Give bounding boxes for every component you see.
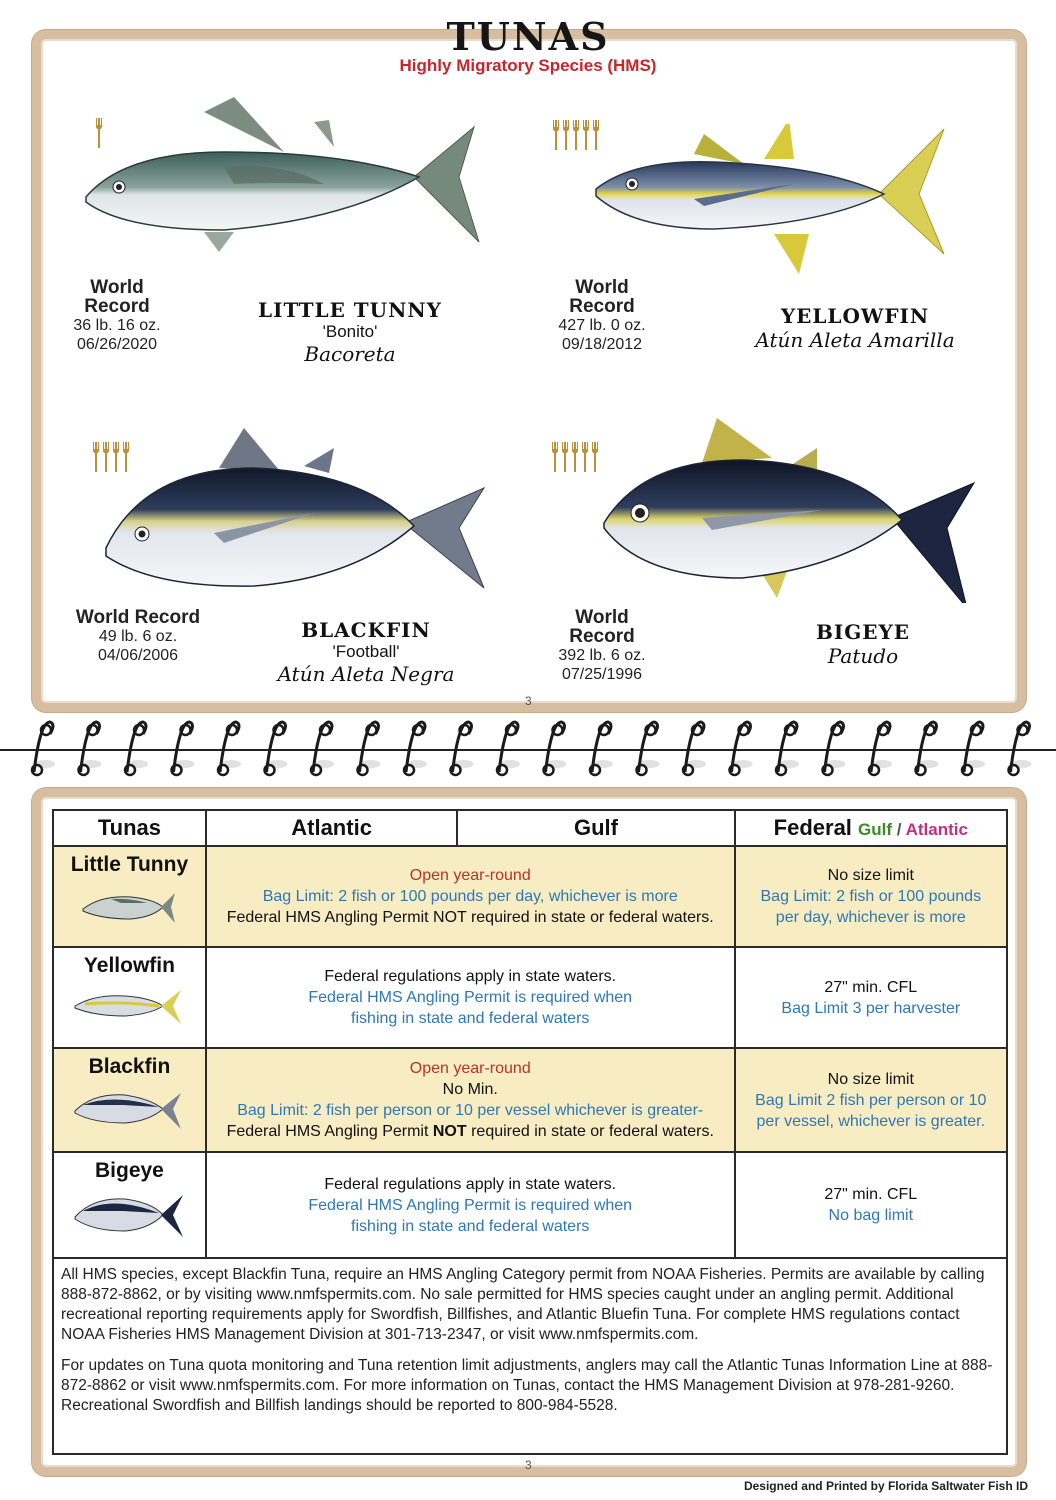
spiral-binding: [0, 712, 1056, 788]
fork-icon: [552, 442, 558, 472]
spiral-ring-icon: [125, 722, 148, 775]
reg-line: Open year-round: [409, 1060, 531, 1077]
world-record-blackfin: World Record 49 lb. 6 oz. 04/06/2006: [75, 607, 201, 664]
fork-icon: [572, 442, 578, 472]
reg-line: Open year-round: [409, 867, 531, 884]
species-cell: Bigeye: [53, 1152, 206, 1258]
bigeye-illustration: [602, 418, 978, 603]
reg-line: Federal regulations apply in state waters.: [324, 968, 617, 985]
page-number-top: 3: [525, 694, 532, 708]
reg-line: No Min.: [442, 1081, 498, 1098]
federal-regs-little-tunny: [735, 846, 1007, 947]
species-name-little-tunny: LITTLE TUNNY 'Bonito' Bacoreta: [258, 298, 442, 366]
spiral-ring-icon: [218, 722, 241, 775]
reg-line: 27" min. CFL: [824, 978, 918, 996]
world-record-little-tunny: World Record 36 lb. 16 oz. 06/26/2020: [73, 277, 161, 353]
state-regs-yellowfin: [206, 947, 735, 1048]
species-cell: Blackfin: [53, 1048, 206, 1152]
spiral-ring-icon: [451, 722, 474, 775]
federal-regs-bigeye: [735, 1152, 1007, 1258]
fork-icon: [563, 120, 569, 150]
food-rating-blackfin: [93, 442, 129, 472]
species-name-blackfin: BLACKFIN 'Football' Atún Aleta Negra: [277, 618, 455, 686]
fork-icon: [583, 120, 589, 150]
fork-icon: [93, 442, 99, 472]
page-title: TUNAS: [446, 14, 610, 59]
federal-regs-blackfin: [735, 1048, 1007, 1152]
yellowfin-thumb: [73, 984, 185, 1028]
reg-line: Federal regulations apply in state waters.: [324, 1175, 617, 1193]
blackfin-thumb: [73, 1085, 185, 1133]
reg-line: Federal HMS Angling Permit is required when: [308, 1196, 633, 1214]
fork-icon: [562, 442, 568, 472]
reg-line: fishing in state and federal waters: [351, 1010, 590, 1027]
fork-icon: [593, 120, 599, 150]
spiral-ring-icon: [497, 722, 520, 775]
reg-line: fishing in state and federal waters: [351, 1217, 590, 1235]
page-subtitle: Highly Migratory Species (HMS): [399, 56, 657, 75]
reg-line: No size limit: [827, 1070, 914, 1088]
spiral-ring-icon: [962, 722, 985, 775]
reg-line: Bag Limit: 2 fish or 100 pounds per day, whichever is more: [262, 888, 678, 905]
fork-icon: [582, 442, 588, 472]
page-number-bottom: 3: [525, 1458, 532, 1472]
species-name-bigeye: BIGEYE Patudo: [815, 620, 911, 668]
yellowfin-illustration: [594, 124, 954, 284]
spiral-ring-icon: [79, 722, 102, 775]
reg-line: No size limit: [827, 867, 914, 884]
fork-icon: [113, 442, 119, 472]
spiral-ring-icon: [311, 722, 334, 775]
state-regs-little-tunny: [206, 846, 735, 947]
table-header-row: [53, 810, 1007, 846]
fork-icon: [103, 442, 109, 472]
spiral-ring-icon: [265, 722, 288, 775]
header-atlantic: Atlantic: [206, 810, 457, 846]
reg-line: Federal HMS Angling Permit is required when: [308, 989, 633, 1006]
spiral-ring-icon: [683, 722, 706, 775]
fork-icon: [592, 442, 598, 472]
header-gulf: Gulf: [457, 810, 734, 846]
state-regs-blackfin: Open year-round No Min. Bag Limit: 2 fish per person or 10 per vessel whichever is greater- Federal HMS Angling Permit NOT required in state or federal waters.: [206, 1048, 735, 1152]
spiral-ring-icon: [637, 722, 660, 775]
spiral-ring-icon: [1009, 722, 1032, 775]
spiral-ring-icon: [404, 722, 427, 775]
table-row: [53, 1048, 1007, 1152]
food-rating-yellowfin: [553, 120, 599, 150]
regulation-notes: [52, 1257, 1008, 1455]
little-tunny-thumb: [81, 887, 177, 927]
blackfin-illustration: [104, 428, 494, 603]
spiral-ring-icon: [544, 722, 567, 775]
bigeye-thumb: [73, 1189, 185, 1239]
food-rating-little-tunny: [96, 118, 102, 148]
fork-icon: [573, 120, 579, 150]
reg-line: 27" min. CFL: [824, 1186, 918, 1203]
federal-regs-yellowfin: [735, 947, 1007, 1048]
reg-line: Federal HMS Angling Permit NOT required in state or federal waters.: [226, 909, 714, 926]
federal-atlantic-label: Atlantic: [905, 820, 968, 839]
species-name-yellowfin: YELLOWFIN Atún Aleta Amarilla: [755, 304, 955, 352]
reg-line: per vessel, whichever is greater.: [756, 1112, 986, 1130]
spiral-ring-icon: [32, 722, 55, 775]
header-tunas: Tunas: [53, 810, 206, 846]
world-record-bigeye: World Record 392 lb. 6 oz. 07/25/1996: [558, 607, 646, 683]
header-federal: Federal Gulf / Atlantic: [735, 810, 1007, 846]
regulations-table: [52, 809, 1008, 1259]
spiral-ring-icon: [590, 722, 613, 775]
fork-icon: [123, 442, 129, 472]
table-row: [53, 947, 1007, 1048]
reg-line: Bag Limit 3 per harvester: [781, 999, 961, 1017]
notes-paragraph-2: For updates on Tuna quota monitoring and Tuna retention limit adjustments, anglers may call the Atlantic Tunas Information Line at 888-872-8862 or visit www.nmfspermits.com. For more information on Tunas, contact the HMS Management Division at 978-281-9260. Recreational Swordfish and Billfish landings should be reported to 800-984-5528.: [61, 1357, 993, 1414]
species-cell: Little Tunny: [53, 846, 206, 947]
spiral-ring-icon: [916, 722, 939, 775]
reg-line: per day, whichever is more: [775, 909, 966, 926]
world-record-yellowfin: World Record 427 lb. 0 oz. 09/18/2012: [558, 277, 646, 353]
notes-paragraph-1: All HMS species, except Blackfin Tuna, require an HMS Angling Category permit from NOAA Fisheries. Permits are available by calling 888-872-8862, or by visiting www.nmfspermits.com. No sale permitted for HMS species caught under an angling permit. Additional recreational reporting requirements apply for Swordfish, Billfishes, and Atlantic Bluefin Tuna. For complete HMS regulations contact NOAA Fisheries HMS Management Division at 301-713-2347, or visit www.nmfspermits.com.: [61, 1266, 985, 1343]
spiral-ring-icon: [776, 722, 799, 775]
table-row: [53, 846, 1007, 947]
reg-line: Bag Limit: 2 fish per person or 10 per vessel whichever is greater-: [237, 1102, 704, 1119]
spiral-ring-icon: [869, 722, 892, 775]
species-cell: Yellowfin: [53, 947, 206, 1048]
fork-icon: [96, 118, 102, 148]
federal-gulf-label: Gulf: [858, 820, 893, 839]
spiral-ring-icon: [358, 722, 381, 775]
table-row: [53, 1152, 1007, 1258]
little-tunny-illustration: [84, 92, 504, 262]
food-rating-bigeye: [552, 442, 598, 472]
fork-icon: [553, 120, 559, 150]
reg-line: No bag limit: [828, 1207, 914, 1224]
reg-line: Bag Limit: 2 fish or 100 pounds: [760, 888, 982, 905]
reg-line: Bag Limit 2 fish per person or 10: [755, 1091, 987, 1109]
spiral-ring-icon: [823, 722, 846, 775]
footer-credit: Designed and Printed by Florida Saltwater Fish ID: [743, 1479, 1028, 1493]
spiral-ring-icon: [172, 722, 195, 775]
spiral-ring-icon: [730, 722, 753, 775]
state-regs-bigeye: [206, 1152, 735, 1258]
